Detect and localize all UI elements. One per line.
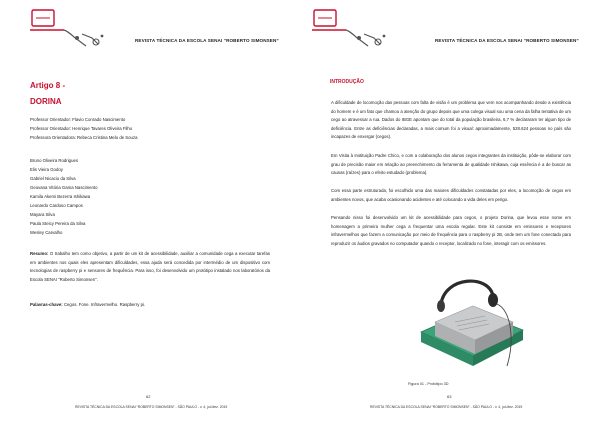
intro-paragraph: Pensando nisso foi desenvolvido um kit de acessibilidade para cegos, o projeto Dorina, que levou esse nome em homenagem a primeira mulher cega a frequentar uma escola regular. Este kit consiste em emissores e receptores infravermelhos que fazem a comunicação por meio de frequência para o raspberry pi 2B, onde tem um fone conectado para reproduzir os áudios gravados no computador quando o receptor, localizado no fone, interagir com os emissores. [331, 215, 571, 246]
author-line: Mayara Silva [30, 212, 55, 217]
abstract-text: O trabalho tem como objetivo, a partir de um kit de acessibilidade, auxiliar a comunidade cega a executar tarefas em ambientes nos quais eles apresentam dificuldades, essa ajuda será concedida por intermédio de um dispositivo com tecnologias de raspberry pi e sensores de frequência. Para isso, foi desenvolvido um protótipo instalado nos laboratórios da Escola SENAI “Roberto Simonsen”. [30, 251, 270, 282]
intro-paragraph: Com essa parte estruturada, foi escolhido uma das maiores dificuldades constatadas por eles, a locomoção de cegos em ambientes novos, que acaba ocasionando acidentes e até colocando a vida deles em perigo. [331, 188, 571, 202]
header-title: REVISTA TÉCNICA DA ESCOLA SENAI “ROBERTO SIMONSEN” [135, 38, 279, 43]
figure-caption: Figura 01 - Protótipo 3D [408, 382, 449, 386]
author-line: Elis Vieira Godoy [30, 167, 63, 172]
magazine-logo-icon [30, 8, 110, 48]
prototype-3d-figure [411, 270, 531, 380]
abstract [30, 250, 270, 284]
author-line: Wesley Carvalho [30, 230, 63, 235]
author-line: Paula Steicy Pereira da Silva [30, 221, 86, 226]
intro-paragraph: A dificuldade de locomoção das pessoas com falta de visão é um problema que vem nos acompanhando desde a existência do homem e é um fato que chamou a atenção do grupo depois que uma colega visual sou uma cena da falha tentativa de um cego ao atravessar a rua. Dados do IBGE apontam que do total da população brasileira, 6,7 % declararam ter algum tipo de deficiência. Entre as deficiências declaradas, a mais comum foi a visual: aproximadamente, 528.624 pessoas no país são incapazes de enxergar (cegos). [331, 100, 571, 139]
article-title: DORINA [30, 97, 62, 106]
keywords-label: Palavras-chave: [30, 302, 63, 307]
keywords [30, 301, 270, 310]
author-line: Gabriel Nicacio da Silva [30, 176, 76, 181]
magazine-logo-icon [312, 8, 392, 48]
page-footer: REVISTA TÉCNICA DA ESCOLA SENAI “ROBERTO SIMONSEN” - SÃO PAULO - v. 4, jul./dez. 2019 [75, 405, 228, 409]
advisor-line: Professor Orientador: Flavio Conrado Nascimento [30, 117, 126, 122]
advisor-line: Professora Orientadora: Rebeca Cristina Melo de Souza [30, 135, 138, 140]
header-title: REVISTA TÉCNICA DA ESCOLA SENAI “ROBERTO SIMONSEN” [435, 38, 579, 43]
intro-paragraph: Em Visita à Instituição Padre Chico, e com a colaboração dos alunos cegos integrantes da instituição, pôde-se elaborar com grau de precisão maior em relação ao preenchimento da ferramenta de qualidade Ishikawa, cuja essência é a de buscar as causas (raízes) para o efeito estudado (problema). [331, 153, 571, 175]
page-footer: REVISTA TÉCNICA DA ESCOLA SENAI “ROBERTO SIMONSEN” - SÃO PAULO - v. 4, jul./dez. 2019 [370, 405, 523, 409]
author-line: Leonardo Cardoso Campos [30, 203, 83, 208]
advisor-line: Professor Orientador: Henrique Tavares Oliveira Filho [30, 126, 133, 131]
page-number: 63 [447, 394, 452, 399]
abstract-label: Resumo: [30, 251, 49, 256]
section-heading: INTRODUÇÃO [330, 79, 364, 85]
article-number: Artigo 8 - [30, 81, 66, 90]
keywords-text: Cegos. Fone. Infravermelho. Raspberry pi. [63, 302, 146, 307]
author-line: Kamila Akemi Bezerra Ishikawa [30, 194, 91, 199]
author-line: Geovana Vitória Gama Nascimento [30, 185, 98, 190]
page-number: 62 [146, 394, 151, 399]
author-line: Bruno Oliveira Rodrigues [30, 158, 79, 163]
